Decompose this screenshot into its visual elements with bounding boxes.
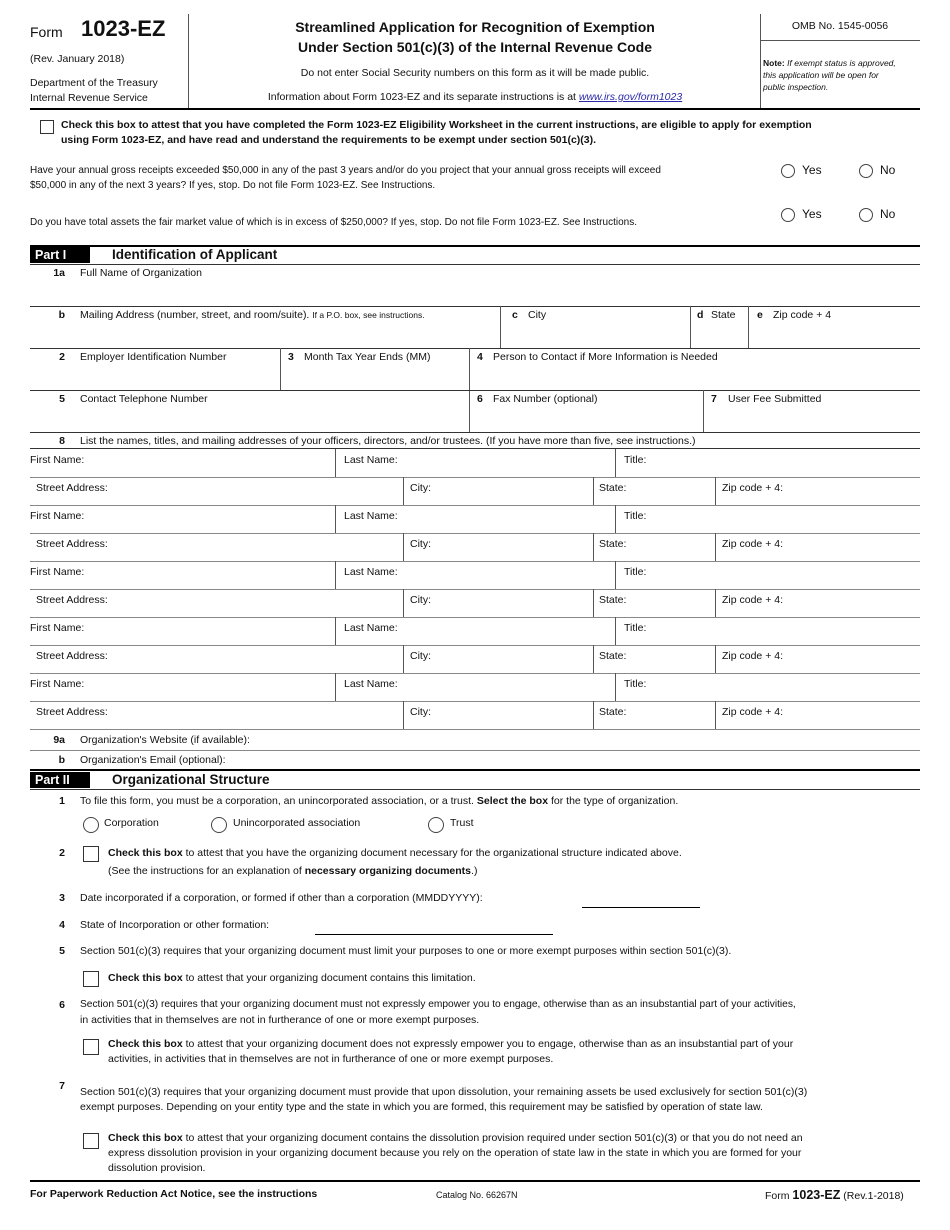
officer-row-divider [403,533,404,561]
part2-label: Part II [30,772,90,788]
footer-form-number: 1023-EZ [792,1188,841,1202]
officer-title-label: Title: [624,454,647,466]
p2-line-1-tail: for the type of organization. [551,795,679,807]
no-expressly-empower-checkbox[interactable] [83,1039,99,1055]
part1-title-rule [30,264,920,265]
irs-form-link[interactable]: www.irs.gov/form1023 [578,91,683,103]
ein-label: Employer Identification Number [80,351,227,363]
officer-row-divider [403,589,404,617]
officer-row-divider [335,617,336,645]
part1-title: Identification of Applicant [112,247,278,262]
date-incorporated-input[interactable] [582,893,700,907]
officer-3-street-input[interactable] [116,590,402,616]
part2-title-rule [30,789,920,790]
officer-2-zip-input[interactable] [792,534,920,560]
p2-line-6-check-label: Check this box [108,1038,183,1050]
p2-line-2-sub-post: .) [471,865,478,877]
line-9a-number: 9a [53,734,65,746]
officer-1-first-name-input[interactable] [100,450,334,476]
email-input[interactable] [260,752,920,768]
p2-line-6-check-text-1 [108,1038,793,1050]
officer-title-label: Title: [624,510,647,522]
instructions-info [190,91,760,103]
officer-street-label: Street Address: [36,594,108,606]
note-text-1: If exempt status is approved, [787,58,896,68]
officer-street-label: Street Address: [36,538,108,550]
state-input[interactable] [691,324,748,348]
line-1a-number: 1a [53,267,65,279]
officer-zip-label: Zip code + 4: [722,650,783,662]
officer-row-divider [335,561,336,589]
officer-row-divider [403,645,404,673]
line-d-number: d [697,309,704,321]
officer-3-last-name-input[interactable] [402,562,614,588]
officer-state-label: State: [599,706,627,718]
officer-2-city-input[interactable] [436,534,592,560]
officer-row-divider [593,701,594,729]
officer-title-label: Title: [624,566,647,578]
state-of-incorporation-underline [315,934,553,935]
officer-row-divider [403,477,404,505]
officer-street-label: Street Address: [36,650,108,662]
gross-receipts-yes-label: Yes [802,163,822,177]
p2-line-5-attest: to attest that your organizing document contains this limitation. [185,972,476,984]
officer-row-divider [715,477,716,505]
p2-line-5-check-label: Check this box [108,972,183,984]
date-incorporated-underline [582,907,700,908]
officer-row-divider [593,533,594,561]
rule-b [30,348,920,349]
tax-year-input[interactable] [281,366,469,390]
part2-top-rule [30,769,920,771]
line-4-number: 4 [477,351,483,363]
agency: Internal Revenue Service [30,92,148,104]
total-assets-question: Do you have total assets the fair market value of which is in excess of $250,000? If yes, stop. Do not file Form 1023-EZ. See Instructions. [30,217,637,228]
zip-label: Zip code + 4 [773,309,832,321]
officer-first-name-label: First Name: [30,510,85,522]
officer-row-divider [615,505,616,533]
state-label: State [711,309,736,321]
line-7-number: 7 [711,393,717,405]
officer-row-rule [30,729,920,730]
officer-city-label: City: [410,706,431,718]
p2-line-7-check-text-3: dissolution provision. [108,1162,206,1174]
line-3-number: 3 [288,351,294,363]
p2-line-7-text-1: Section 501(c)(3) requires that your organizing document must provide that upon dissolution, your remaining assets be used exclusively for section 501(c)(3) [80,1086,808,1098]
rule-9a [30,750,920,751]
line-8-number: 8 [59,435,65,447]
line-5-number: 5 [59,393,65,405]
purpose-limitation-checkbox[interactable] [83,971,99,987]
line-6-number: 6 [477,393,483,405]
rule-2 [30,390,920,391]
date-incorporated-label: Date incorporated if a corporation, or formed if other than a corporation (MMDDYYYY): [80,892,483,904]
trust-radio[interactable] [428,817,444,833]
officer-2-title-input[interactable] [652,506,920,532]
contact-person-input[interactable] [470,366,920,390]
officer-3-first-name-input[interactable] [100,562,334,588]
p2-line-1-number: 1 [59,795,65,807]
footer-revision: (Rev.1-2018) [843,1190,904,1202]
officer-5-state-input[interactable] [632,702,714,728]
officer-5-first-name-input[interactable] [100,674,334,700]
officer-row-divider [335,449,336,477]
form-title-line2: Under Section 501(c)(3) of the Internal Revenue Code [298,39,652,55]
p2-line-2-number: 2 [59,847,65,859]
unincorporated-association-radio[interactable] [211,817,227,833]
officer-row-divider [715,701,716,729]
officer-1-last-name-input[interactable] [402,450,614,476]
gross-receipts-yes-radio[interactable] [781,164,795,178]
officer-city-label: City: [410,482,431,494]
line-e-number: e [757,309,763,321]
paperwork-notice: For Paperwork Reduction Act Notice, see the instructions [30,1188,318,1200]
officer-row-divider [715,645,716,673]
officer-row-divider [403,701,404,729]
officer-1-zip-input[interactable] [792,478,920,504]
p2-line-6-text-1: Section 501(c)(3) requires that your organizing document must not expressly empower you to engage, otherwise than as an insubstantial part of your activities, [80,999,796,1010]
gross-receipts-no-radio[interactable] [859,164,873,178]
p2-line-3-number: 3 [59,892,65,904]
officer-1-city-input[interactable] [436,478,592,504]
officer-row-divider [715,533,716,561]
note-text-2: this application will be open for [763,70,879,80]
part2-title: Organizational Structure [112,772,270,787]
total-assets-no-label: No [880,207,896,221]
officer-first-name-label: First Name: [30,678,85,690]
line-1a-label: Full Name of Organization [80,267,202,279]
p2-line-4-number: 4 [59,919,65,931]
website-input[interactable] [280,732,920,748]
officer-4-state-input[interactable] [632,646,714,672]
p2-line-7-number: 7 [59,1080,65,1092]
officer-city-label: City: [410,594,431,606]
officer-4-zip-input[interactable] [792,646,920,672]
eligibility-attest-line1: Check this box to attest that you have completed the Form 1023-EZ Eligibility Worksheet in the current instructions, are eligible to apply for exemption [61,119,812,131]
note-text-3: public inspection. [763,82,829,92]
ssn-warning: Do not enter Social Security numbers on this form as it will be made public. [300,67,650,79]
p2-line-7-attest-1: to attest that your organizing document contains the dissolution provision required under section 501(c)(3) or that you do not need an [185,1132,803,1144]
officer-first-name-label: First Name: [30,622,85,634]
officer-5-title-input[interactable] [652,674,920,700]
rule-5 [30,432,920,433]
dissolution-provision-checkbox[interactable] [83,1133,99,1149]
officer-1-state-input[interactable] [632,478,714,504]
officer-zip-label: Zip code + 4: [722,706,783,718]
footer-form-word: Form [765,1190,790,1202]
footer-rule [30,1180,920,1182]
officer-last-name-label: Last Name: [344,622,398,634]
officer-zip-label: Zip code + 4: [722,482,783,494]
officer-4-first-name-input[interactable] [100,618,334,644]
email-label: Organization's Email (optional): [80,754,226,766]
officer-row-divider [615,449,616,477]
p2-line-1-text [80,795,678,807]
line-9b-number: b [58,754,65,766]
officer-first-name-label: First Name: [30,454,85,466]
officer-3-city-input[interactable] [436,590,592,616]
officer-2-last-name-input[interactable] [402,506,614,532]
rule-8 [30,448,920,449]
city-input[interactable] [501,324,690,348]
p2-line-5-text: Section 501(c)(3) requires that your organizing document must limit your purposes to one or more exempt purposes within section 501(c)(3). [80,945,732,957]
p2-line-7-check-label: Check this box [108,1132,183,1144]
revision-date: (Rev. January 2018) [30,53,125,65]
form-title-line1: Streamlined Application for Recognition of Exemption [295,19,655,35]
department: Department of the Treasury [30,77,158,89]
line-2-number: 2 [59,351,65,363]
p2-line-7-check-text-2: express dissolution provision in your organizing document because you rely on the operation of state law in the state in which you are formed for your [108,1147,802,1159]
fax-input[interactable] [470,408,703,432]
officer-row-divider [615,561,616,589]
officer-2-street-input[interactable] [116,534,402,560]
officer-state-label: State: [599,650,627,662]
officers-instruction: List the names, titles, and mailing addresses of your officers, directors, and/or trustees. (If you have more than five, see instructions.) [80,435,696,447]
total-assets-yes-label: Yes [802,207,822,221]
mailing-address-label [80,309,425,321]
rule-1a [30,306,920,307]
officer-last-name-label: Last Name: [344,678,398,690]
officer-4-last-name-input[interactable] [402,618,614,644]
eligibility-attest-checkbox[interactable] [40,120,54,134]
officer-row-divider [593,477,594,505]
officer-3-title-input[interactable] [652,562,920,588]
omb-number: OMB No. 1545-0056 [791,20,889,32]
city-label: City [528,309,547,321]
p2-line-6-attest-1: to attest that your organizing document does not expressly empower you to engage, otherwise than as an insubstantial part of your [185,1038,794,1050]
p2-line-6-check-text-2: activities, in activities that in themselves are not in furtherance of one or more exempt purposes. [108,1053,554,1065]
omb-divider [760,40,920,41]
p2-line-2-check-label: Check this box [108,847,183,859]
officer-1-street-input[interactable] [116,478,402,504]
p2-line-2-sub-bold: necessary organizing documents [304,865,472,877]
state-of-incorporation-label: State of Incorporation or other formation: [80,919,270,931]
officer-street-label: Street Address: [36,706,108,718]
total-assets-yes-radio[interactable] [781,208,795,222]
officer-5-zip-input[interactable] [792,702,920,728]
form-number: 1023-EZ [81,16,166,41]
officer-zip-label: Zip code + 4: [722,538,783,550]
officer-city-label: City: [410,538,431,550]
officer-2-first-name-input[interactable] [100,506,334,532]
officer-title-label: Title: [624,622,647,634]
officer-row-divider [715,589,716,617]
p2-line-2-sub-pre: (See the instructions for an explanation of [108,865,302,877]
officer-zip-label: Zip code + 4: [722,594,783,606]
instructions-info-text: Information about Form 1023-EZ and its separate instructions is at [267,91,576,103]
p2-line-6-number: 6 [59,999,65,1011]
officer-city-label: City: [410,650,431,662]
line-c-number: c [512,309,518,321]
user-fee-label: User Fee Submitted [728,393,822,405]
p2-line-7-check-text-1 [108,1132,803,1144]
officer-row-divider [615,673,616,701]
p2-line-1-text-main: To file this form, you must be a corporation, an unincorporated association, or a trust. [80,795,474,807]
contact-person-label: Person to Contact if More Information is Needed [493,351,718,363]
p2-line-5-check-text [108,972,476,984]
eligibility-attest-line2: using Form 1023-EZ, and have read and understand the requirements to be exempt under section 501(c)(3). [61,134,597,146]
officer-first-name-label: First Name: [30,566,85,578]
officer-row-divider [615,617,616,645]
p2-line-7-text-2: exempt purposes. Depending on your entity type and the state in which you are formed, this requirement may be satisfied by operation of state law. [80,1101,763,1113]
form-word: Form [30,24,63,40]
officer-state-label: State: [599,538,627,550]
line-b-number: b [58,309,65,321]
officer-state-label: State: [599,482,627,494]
p2-line-5-number: 5 [59,945,65,957]
p2-line-2-subtext [108,865,477,877]
officer-4-city-input[interactable] [436,646,592,672]
officer-row-divider [593,645,594,673]
total-assets-no-radio[interactable] [859,208,873,222]
mailing-address-label-text: Mailing Address (number, street, and room/suite). [80,309,310,321]
officer-last-name-label: Last Name: [344,454,398,466]
tax-year-label: Month Tax Year Ends (MM) [304,351,431,363]
officer-5-last-name-input[interactable] [402,674,614,700]
header-bottom-rule [30,108,920,110]
gross-receipts-no-label: No [880,163,896,177]
officer-state-label: State: [599,594,627,606]
p2-line-1-select-box: Select the box [476,795,549,807]
public-note [763,57,896,93]
officer-1-title-input[interactable] [652,450,920,476]
officer-title-label: Title: [624,678,647,690]
corporation-radio[interactable] [83,817,99,833]
officer-3-zip-input[interactable] [792,590,920,616]
zip-input[interactable] [749,324,920,348]
organization-name-input[interactable] [30,282,920,306]
ein-input[interactable] [30,366,280,390]
unincorporated-association-label: Unincorporated association [233,817,361,829]
gross-receipts-question-1: Have your annual gross receipts exceeded $50,000 in any of the past 3 years and/or do you project that your annual gross receipts will exceed [30,165,661,176]
mailing-address-po-note: If a P.O. box, see instructions. [312,310,425,320]
gross-receipts-question-2: $50,000 in any of the next 3 years? If yes, stop. Do not file Form 1023-EZ. See Instructions. [30,180,436,191]
part1-label: Part I [30,247,90,263]
header-divider [188,14,189,108]
p2-line-6-text-2: in activities that in themselves are not in furtherance of one or more exempt purposes. [80,1014,480,1026]
telephone-label: Contact Telephone Number [80,393,208,405]
trust-label: Trust [450,817,474,829]
officer-5-street-input[interactable] [116,702,402,728]
user-fee-input[interactable] [704,408,920,432]
officer-row-divider [335,673,336,701]
fax-label: Fax Number (optional) [493,393,598,405]
mailing-address-input[interactable] [30,324,500,348]
p2-line-2-attest: to attest that you have the organizing document necessary for the organizational structure indicated above. [185,847,682,859]
officer-row-divider [593,589,594,617]
telephone-input[interactable] [30,408,469,432]
note-label: Note: [763,58,785,68]
p2-line-2-text [108,847,682,859]
footer-form-id [765,1188,904,1202]
officer-street-label: Street Address: [36,482,108,494]
officer-4-street-input[interactable] [116,646,402,672]
officer-2-state-input[interactable] [632,534,714,560]
officer-4-title-input[interactable] [652,618,920,644]
organizing-document-checkbox[interactable] [83,846,99,862]
officer-last-name-label: Last Name: [344,510,398,522]
officer-3-state-input[interactable] [632,590,714,616]
catalog-number: Catalog No. 66267N [436,1190,518,1200]
officer-last-name-label: Last Name: [344,566,398,578]
state-of-incorporation-input[interactable] [315,920,553,934]
officer-row-divider [335,505,336,533]
corporation-label: Corporation [104,817,159,829]
website-label: Organization's Website (if available): [80,734,250,746]
officer-5-city-input[interactable] [436,702,592,728]
